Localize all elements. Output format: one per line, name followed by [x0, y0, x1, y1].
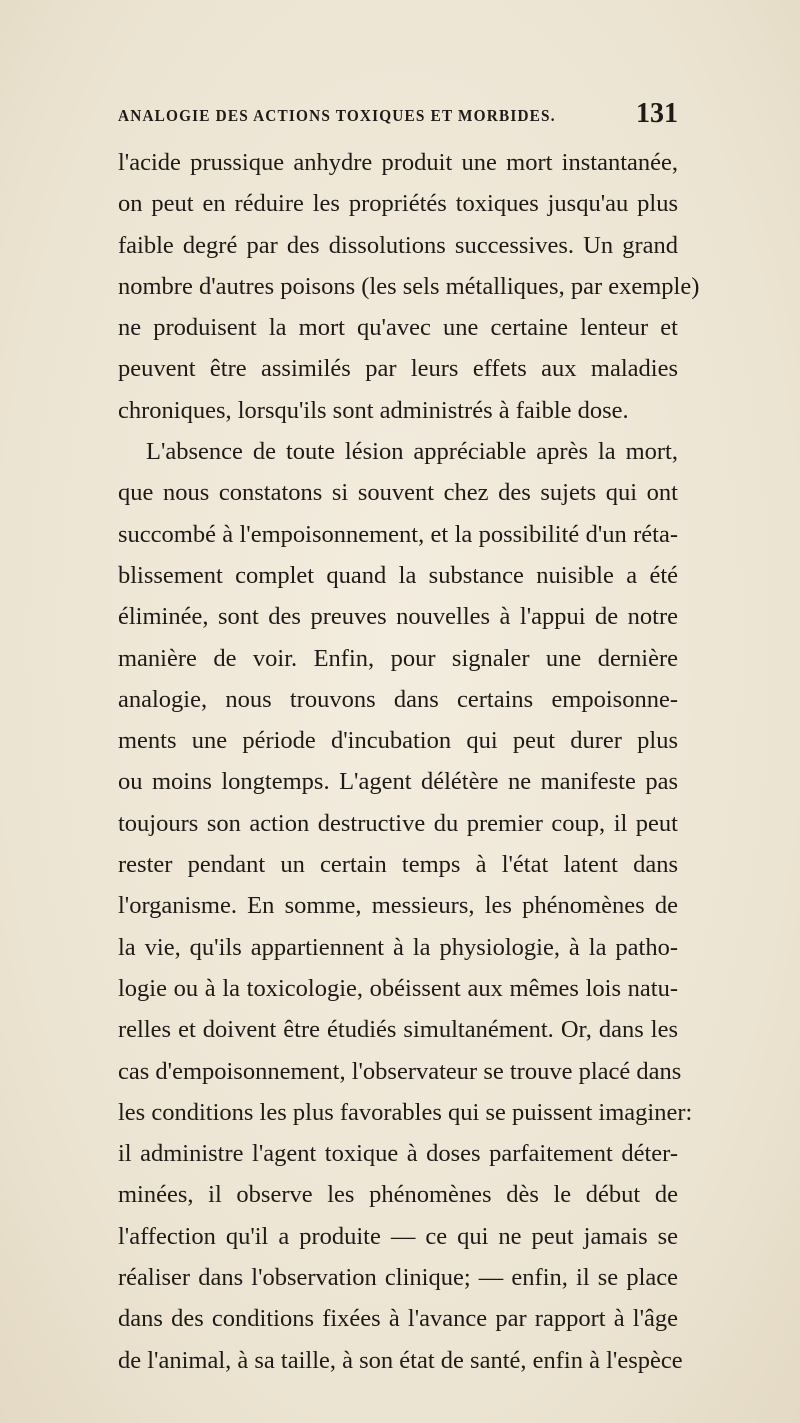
text-line: de l'animal, à sa taille, à son état de santé, enfin à l'espèce [118, 1346, 683, 1374]
text-line: ments une période d'incubation qui peut durer plus [118, 727, 678, 755]
text-line: cas d'empoisonnement, l'observateur se trouve placé dans [118, 1057, 682, 1085]
text-line: les conditions les plus favorables qui se puissent imaginer: [118, 1098, 693, 1126]
text-line: minées, il observe les phénomènes dès le début de [118, 1181, 678, 1209]
text-line: que nous constatons si souvent chez des sujets qui ont [118, 479, 678, 507]
text-line: la vie, qu'ils appartiennent à la physiologie, à la patho- [118, 933, 678, 961]
text-line: l'organisme. En somme, messieurs, les phénomènes de [118, 892, 678, 920]
text-line: on peut en réduire les propriétés toxiques jusqu'au plus [118, 190, 678, 218]
text-line: toujours son action destructive du premier coup, il peut [118, 809, 678, 837]
paragraph-start-line: L'absence de toute lésion appréciable après la mort, [146, 438, 678, 466]
text-line: blissement complet quand la substance nuisible a été [118, 561, 678, 589]
running-title: ANALOGIE DES ACTIONS TOXIQUES ET MORBIDES. [118, 106, 556, 125]
text-line: succombé à l'empoisonnement, et la possibilité d'un réta- [118, 520, 678, 548]
text-line: chroniques, lorsqu'ils sont administrés à faible dose. [118, 396, 629, 424]
text-line: relles et doivent être étudiés simultanément. Or, dans les [118, 1016, 678, 1044]
text-line: éliminée, sont des preuves nouvelles à l'appui de notre [118, 603, 678, 631]
page-header [118, 100, 678, 136]
text-line: nombre d'autres poisons (les sels métalliques, par exemple) [118, 272, 700, 300]
text-line: rester pendant un certain temps à l'état latent dans [118, 851, 678, 879]
text-line: dans des conditions fixées à l'avance par rapport à l'âge [118, 1305, 678, 1333]
text-line: ou moins longtemps. L'agent délétère ne manifeste pas [118, 768, 678, 796]
text-line: peuvent être assimilés par leurs effets aux maladies [118, 355, 678, 383]
text-line: l'affection qu'il a produite — ce qui ne peut jamais se [118, 1222, 678, 1250]
text-line: logie ou à la toxicologie, obéissent aux mêmes lois natu- [118, 974, 678, 1002]
text-line: il administre l'agent toxique à doses parfaitement déter- [118, 1140, 678, 1168]
text-line: manière de voir. Enfin, pour signaler une dernière [118, 644, 678, 672]
text-line: faible degré par des dissolutions successives. Un grand [118, 231, 678, 259]
text-line: réaliser dans l'observation clinique; — enfin, il se place [118, 1264, 678, 1292]
text-line: l'acide prussique anhydre produit une mort instantanée, [118, 149, 678, 176]
page-number: 131 [636, 98, 678, 129]
text-line: ne produisent la mort qu'avec une certaine lenteur et [118, 314, 678, 342]
text-line: analogie, nous trouvons dans certains empoisonne- [118, 685, 678, 713]
body-text [118, 142, 700, 1381]
